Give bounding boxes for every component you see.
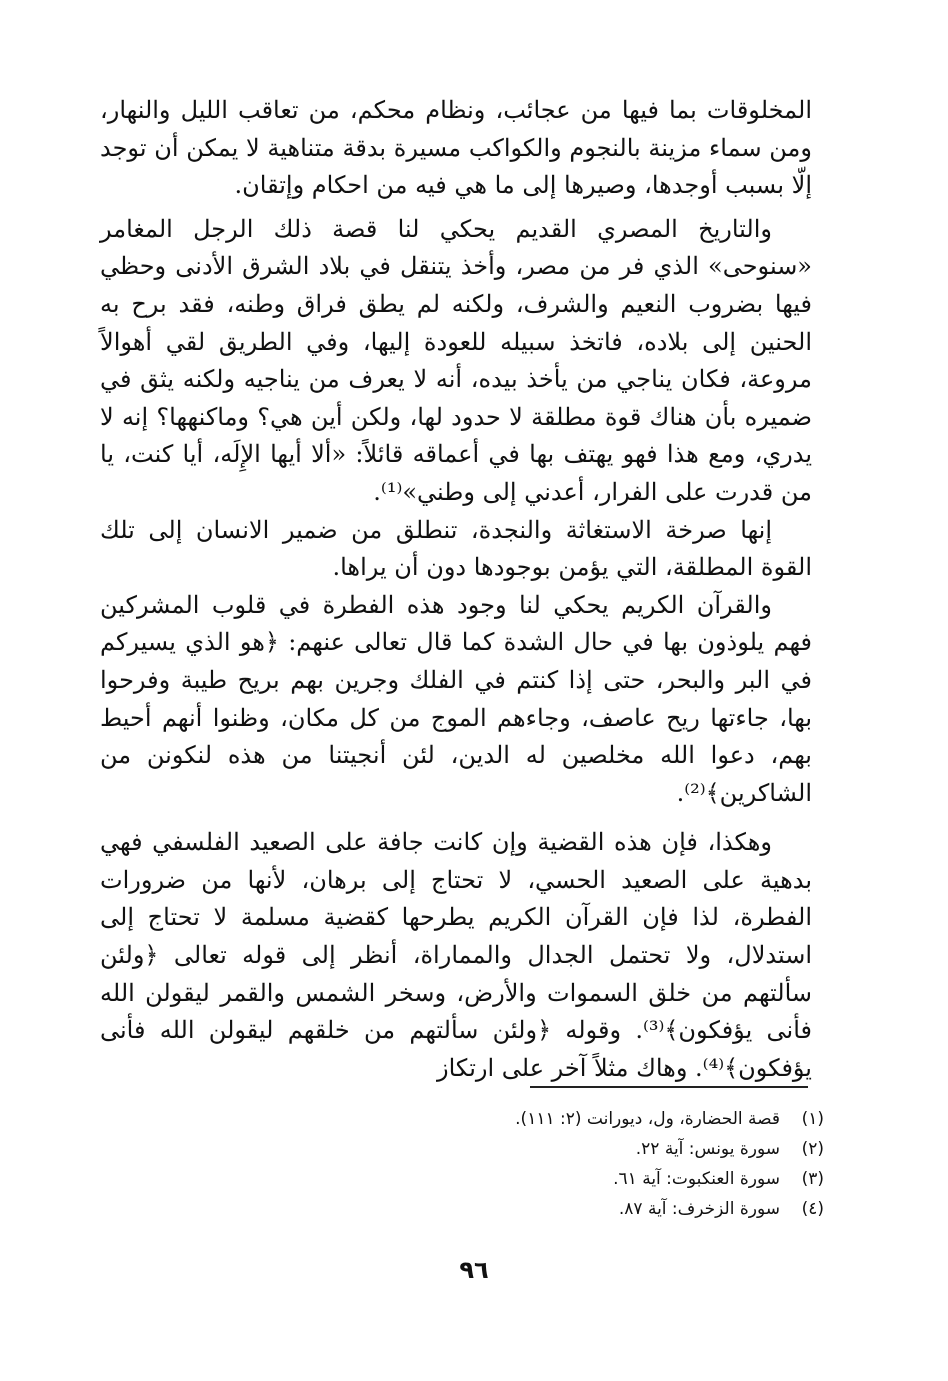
body-paragraph-4: والقرآن الكريم يحكي لنا وجود هذه الفطرة في قلوب المشركين فهم يلوذون بها في حال الشدة كما قال تعالى عنهم: ﴿هو الذي يسيركم في البر والبحر، حتى إذا كنتم في الفلك وجرين بهم بريح طيبة وفرحوا بها، جاءتها ريح عاصف، وجاءهم الموج من كل مكان، وظنوا أنهم أحيط بهم، دعوا الله مخلصين له الدين، لئن أنجيتنا من هذه لنكونن من الشاكرين﴾⁽²⁾. [100, 590, 812, 807]
body-paragraph-3: إنها صرخة الاستغاثة والنجدة، تنطلق من ضمير الانسان إلى تلك القوة المطلقة، التي يؤمن بوجودها دون أن يراها. [100, 515, 812, 582]
body-paragraph-2: والتاريخ المصري القديم يحكي لنا قصة ذلك الرجل المغامر «سنوحى» الذي فر من مصر، وأخذ يتنقل في بلاد الشرق الأدنى وحظي فيها بضروب النعيم والشرف، ولكنه لم يطق فراق وطنه، فقد برح به الحنين إلى بلاده، فاتخذ سبيله للعودة إليها، وفي الطريق لقي أهوالاً مروعة، فكان يناجي من يأخذ بيده، أنه لا يعرف من يناجيه ولكنه يثق في ضميره بأن هناك قوة مطلقة لا حدود لها، ولكن أين هي؟ وماكنهها؟ إنه لا يدري، ومع هذا فهو يهتف بها في أعماقه قائلاً: «ألا أيها الإِلَه، أيا كنت، يا من قدرت على الفرار، أعدني إلى وطني»⁽¹⁾. [100, 214, 812, 506]
page-number: ٩٦ [459, 1256, 489, 1284]
page-body [100, 92, 812, 1087]
body-paragraph-1: المخلوقات بما فيها من عجائب، ونظام محكم، من تعاقب الليل والنهار، ومن سماء مزينة بالنجوم والكواكب مسيرة بدقة متناهية لا يمكن أن توجد إلّا بسبب أوجدها، وصيرها إلى ما هي فيه من احكام وإتقان. [100, 96, 812, 200]
footnote-number: (١) [801, 1109, 824, 1129]
footnote-item [264, 1134, 824, 1164]
footnote-text: سورة يونس: آية ٢٢. [635, 1139, 780, 1159]
footnote-item [264, 1194, 824, 1224]
footnote-item [264, 1164, 824, 1194]
body-paragraph-5: وهكذا، فإن هذه القضية وإن كانت جافة على الصعيد الفلسفي فهي بدهية على الصعيد الحسي، لا تحتاج إلى برهان، لأنها من ضرورات الفطرة، لذا فإن القرآن الكريم يطرحها كقضية مسلمة لا تحتاج إلى استدلال، ولا تحتمل الجدال والمماراة، أنظر إلى قوله تعالى ﴿ولئن سألتهم من خلق السموات والأرض، وسخر الشمس والقمر ليقولن الله فأنى يؤفكون﴾⁽³⁾. وقوله ﴿ولئن سألتهم من خلقهم ليقولن الله فأنى يؤفكون﴾⁽⁴⁾. وهاك مثلاً آخر على ارتكاز [100, 828, 812, 1082]
footnote-item [264, 1104, 824, 1134]
footnote-number: (٢) [801, 1139, 824, 1159]
footnote-text: سورة الزخرف: آية ٨٧. [618, 1199, 780, 1219]
footnotes [264, 1104, 824, 1224]
footnote-text: سورة العنكبوت: آية ٦١. [613, 1169, 780, 1189]
footnote-number: (٣) [801, 1169, 824, 1189]
footnote-divider [530, 1086, 808, 1088]
footnote-number: (٤) [801, 1199, 824, 1219]
footnote-text: قصة الحضارة، ول، ديورانت (٢: ١١١). [515, 1109, 780, 1129]
